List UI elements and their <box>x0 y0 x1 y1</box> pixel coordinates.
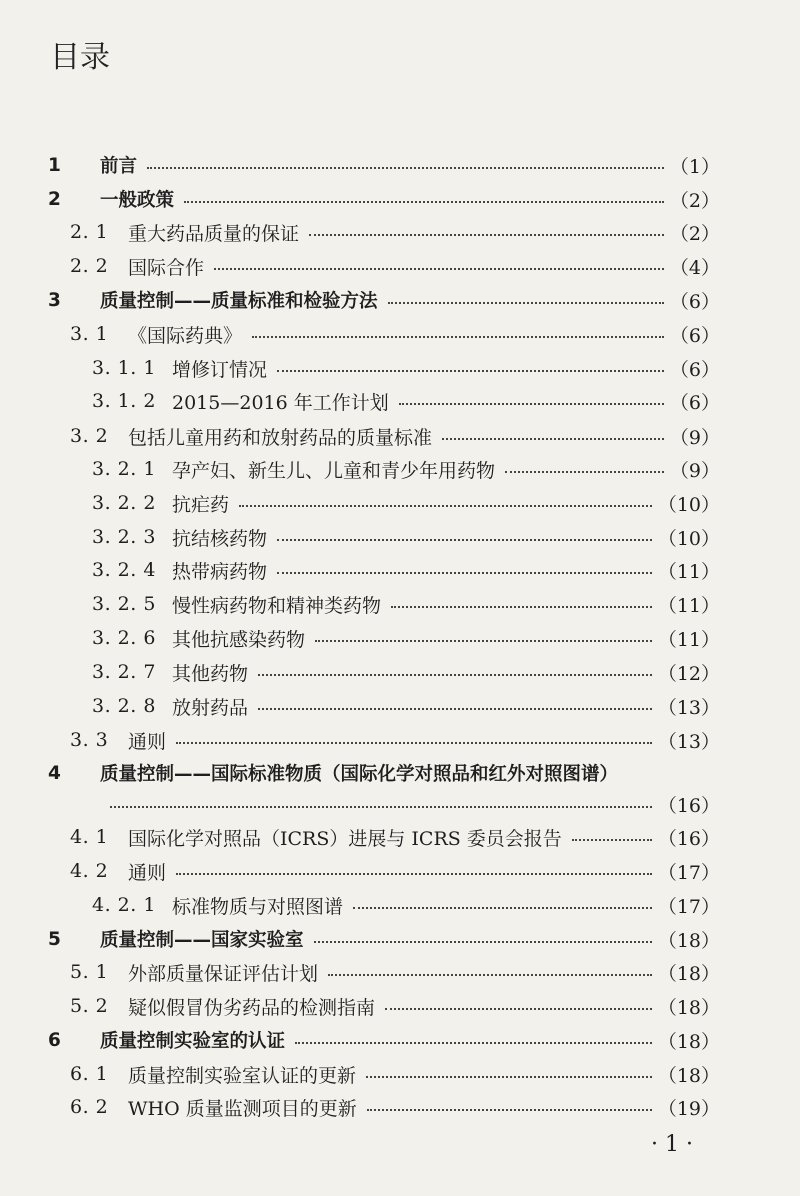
toc-entry-title: 通则 <box>128 861 167 884</box>
toc-entry-page: （13） <box>657 696 720 719</box>
toc-entry-page: （18） <box>657 929 720 952</box>
toc-entry-title: 标准物质与对照图谱 <box>172 895 344 918</box>
toc-entry-page: （11） <box>657 594 720 617</box>
toc-entry[interactable] <box>92 452 720 486</box>
toc-entry[interactable] <box>92 587 720 621</box>
toc-entry-number: 3. 2 <box>70 425 109 447</box>
toc-entry-number: 6. 2 <box>70 1096 109 1118</box>
dot-leader <box>295 1042 652 1044</box>
toc-entry-number: 3. 1 <box>70 323 109 345</box>
toc-entry[interactable] <box>48 756 720 790</box>
toc-entry[interactable] <box>70 854 720 888</box>
toc-entry[interactable] <box>70 1057 720 1091</box>
toc-entry[interactable] <box>92 351 720 385</box>
dot-leader <box>110 806 652 808</box>
toc-entry-title: 质量控制——国际标准物质（国际化学对照品和红外对照图谱） <box>100 764 619 785</box>
toc-entry[interactable] <box>48 1023 720 1057</box>
toc-entry[interactable] <box>92 621 720 655</box>
toc-entry-page: （18） <box>657 996 720 1019</box>
toc-entry-title: 质量控制——质量标准和检验方法 <box>100 291 378 312</box>
toc-entry-title: 通则 <box>128 730 167 753</box>
toc-entry-number: 4 <box>48 762 62 784</box>
toc-entry-title: 外部质量保证评估计划 <box>128 962 319 985</box>
dot-leader <box>214 268 664 270</box>
toc-entry-page: （19） <box>657 1097 720 1120</box>
toc-entry[interactable] <box>70 249 720 283</box>
toc-entry-number: 3. 2. 2 <box>92 492 156 514</box>
toc-entry-page: （18） <box>657 1064 720 1087</box>
dot-leader <box>277 370 664 372</box>
toc-entry-page: （6） <box>669 391 720 414</box>
toc-entry[interactable] <box>48 283 720 317</box>
toc-entry-number: 2. 1 <box>70 221 109 243</box>
toc-entry[interactable] <box>70 1090 720 1124</box>
toc-entry-page: （11） <box>657 560 720 583</box>
page-title: 目录 <box>50 40 110 75</box>
toc-entry-page: （10） <box>657 527 720 550</box>
toc-entry[interactable] <box>92 384 720 418</box>
toc-entry-number: 3. 2. 5 <box>92 593 156 615</box>
toc-entry-title: 慢性病药物和精神类药物 <box>172 594 382 617</box>
toc-entry-page: （6） <box>669 324 720 347</box>
toc-entry-title: 增修订情况 <box>172 358 268 381</box>
dot-leader <box>314 941 652 943</box>
toc-entry-title: 包括儿童用药和放射药品的质量标准 <box>128 426 433 449</box>
toc-entry-number: 6. 1 <box>70 1063 109 1085</box>
toc-entry-title: 其他药物 <box>172 662 249 685</box>
toc-entry[interactable] <box>92 655 720 689</box>
toc-entry-title: 2015—2016 年工作计划 <box>172 391 389 414</box>
dot-leader <box>366 1076 652 1078</box>
toc-entry[interactable] <box>70 723 720 757</box>
toc-entry-page: （12） <box>657 662 720 685</box>
toc-entry-number: 3. 1. 2 <box>92 390 156 412</box>
toc-entry-page: （18） <box>657 962 720 985</box>
toc-entry-title: WHO 质量监测项目的更新 <box>128 1097 357 1120</box>
toc-entry-page: （16） <box>657 827 720 850</box>
dot-leader <box>505 471 664 473</box>
toc-entry-page: （4） <box>669 256 720 279</box>
toc-entry-title: 疑似假冒伪劣药品的检测指南 <box>128 996 376 1019</box>
toc-entry-page: （2） <box>669 189 720 212</box>
toc-entry-title: 质量控制——国家实验室 <box>100 930 304 951</box>
dot-leader <box>388 302 664 304</box>
toc-entry[interactable] <box>70 419 720 453</box>
toc-entry-number: 1 <box>48 154 62 176</box>
toc-entry-title: 重大药品质量的保证 <box>128 222 300 245</box>
dot-leader <box>391 606 652 608</box>
toc-entry-title: 孕产妇、新生儿、儿童和青少年用药物 <box>172 459 496 482</box>
toc-entry-title: 《国际药典》 <box>128 324 243 347</box>
toc-entry-title: 质量控制实验室的认证 <box>100 1031 286 1052</box>
toc-entry-number: 2 <box>48 188 62 210</box>
dot-leader <box>277 539 652 541</box>
toc-entry-page: （17） <box>657 895 720 918</box>
toc-entry-page: （9） <box>669 459 720 482</box>
toc-entry-page: （6） <box>669 290 720 313</box>
dot-leader <box>258 708 652 710</box>
toc-entry-number: 6 <box>48 1029 62 1051</box>
toc-entry-page: （18） <box>657 1030 720 1053</box>
dot-leader <box>385 1008 652 1010</box>
dot-leader <box>367 1109 652 1111</box>
toc-entry-title: 抗结核药物 <box>172 527 268 550</box>
dot-leader <box>277 572 652 574</box>
toc-entry-number: 3. 2. 1 <box>92 458 156 480</box>
page-folio: · 1 · <box>651 1132 693 1157</box>
toc-entry[interactable] <box>92 520 720 554</box>
toc-entry-title: 国际合作 <box>128 256 205 279</box>
dot-leader <box>399 403 664 405</box>
dot-leader <box>252 336 664 338</box>
toc-entry[interactable] <box>92 888 720 922</box>
toc-entry-title: 前言 <box>100 156 138 177</box>
toc-entry-number: 3. 1. 1 <box>92 357 156 379</box>
toc-entry-number: 3. 2. 3 <box>92 526 156 548</box>
toc-entry-number: 5. 2 <box>70 995 109 1017</box>
dot-leader <box>572 839 652 841</box>
toc-entry-number: 4. 2. 1 <box>92 894 156 916</box>
toc-entry-page: （2） <box>669 222 720 245</box>
dot-leader <box>258 674 652 676</box>
toc-entry[interactable] <box>70 820 720 854</box>
toc-entry-title: 一般政策 <box>100 190 175 211</box>
toc-entry-number: 4. 1 <box>70 826 109 848</box>
dot-leader <box>184 201 664 203</box>
toc-entry-page: （13） <box>657 730 720 753</box>
toc-entry-title: 国际化学对照品（ICRS）进展与 ICRS 委员会报告 <box>128 827 562 850</box>
toc-entry-number: 5. 1 <box>70 961 109 983</box>
toc-entry-number: 3. 2. 6 <box>92 627 156 649</box>
toc-entry-page: （10） <box>657 493 720 516</box>
toc-entry-number: 3. 3 <box>70 729 109 751</box>
toc-entry[interactable] <box>92 553 720 587</box>
dot-leader <box>442 438 664 440</box>
toc-entry-number: 4. 2 <box>70 860 109 882</box>
dot-leader <box>328 974 652 976</box>
dot-leader <box>176 873 652 875</box>
toc-entry[interactable] <box>92 486 720 520</box>
toc-entry-page: （11） <box>657 628 720 651</box>
dot-leader <box>176 742 652 744</box>
toc-entry-title: 热带病药物 <box>172 560 268 583</box>
toc-entry-number: 5 <box>48 928 62 950</box>
toc-entry-number: 3. 2. 8 <box>92 695 156 717</box>
dot-leader <box>147 167 664 169</box>
dot-leader <box>353 907 652 909</box>
toc-entry-page: （16） <box>657 794 720 817</box>
toc-entry-number: 2. 2 <box>70 255 109 277</box>
toc-entry-page: （6） <box>669 358 720 381</box>
dot-leader <box>239 505 652 507</box>
toc-entry[interactable] <box>48 182 720 216</box>
toc-entry[interactable] <box>70 317 720 351</box>
toc-entry[interactable] <box>92 689 720 723</box>
toc-entry-title: 质量控制实验室认证的更新 <box>128 1064 357 1087</box>
toc-entry-page: （17） <box>657 861 720 884</box>
toc-entry-number: 3. 2. 4 <box>92 559 156 581</box>
toc-entry-page: （1） <box>669 155 720 178</box>
toc-entry-title: 其他抗感染药物 <box>172 628 306 651</box>
toc-entry[interactable] <box>70 989 720 1023</box>
toc-entry-title: 抗疟药 <box>172 493 230 516</box>
dot-leader <box>315 640 652 642</box>
toc-entry[interactable] <box>48 148 720 182</box>
dot-leader <box>309 234 664 236</box>
toc-entry[interactable] <box>70 955 720 989</box>
toc-entry[interactable] <box>70 215 720 249</box>
toc-entry[interactable] <box>48 922 720 956</box>
toc-entry-page: （9） <box>669 426 720 449</box>
toc-entry[interactable] <box>100 787 720 821</box>
toc-entry-number: 3. 2. 7 <box>92 661 156 683</box>
toc-entry-title: 放射药品 <box>172 696 249 719</box>
toc-entry-number: 3 <box>48 289 62 311</box>
